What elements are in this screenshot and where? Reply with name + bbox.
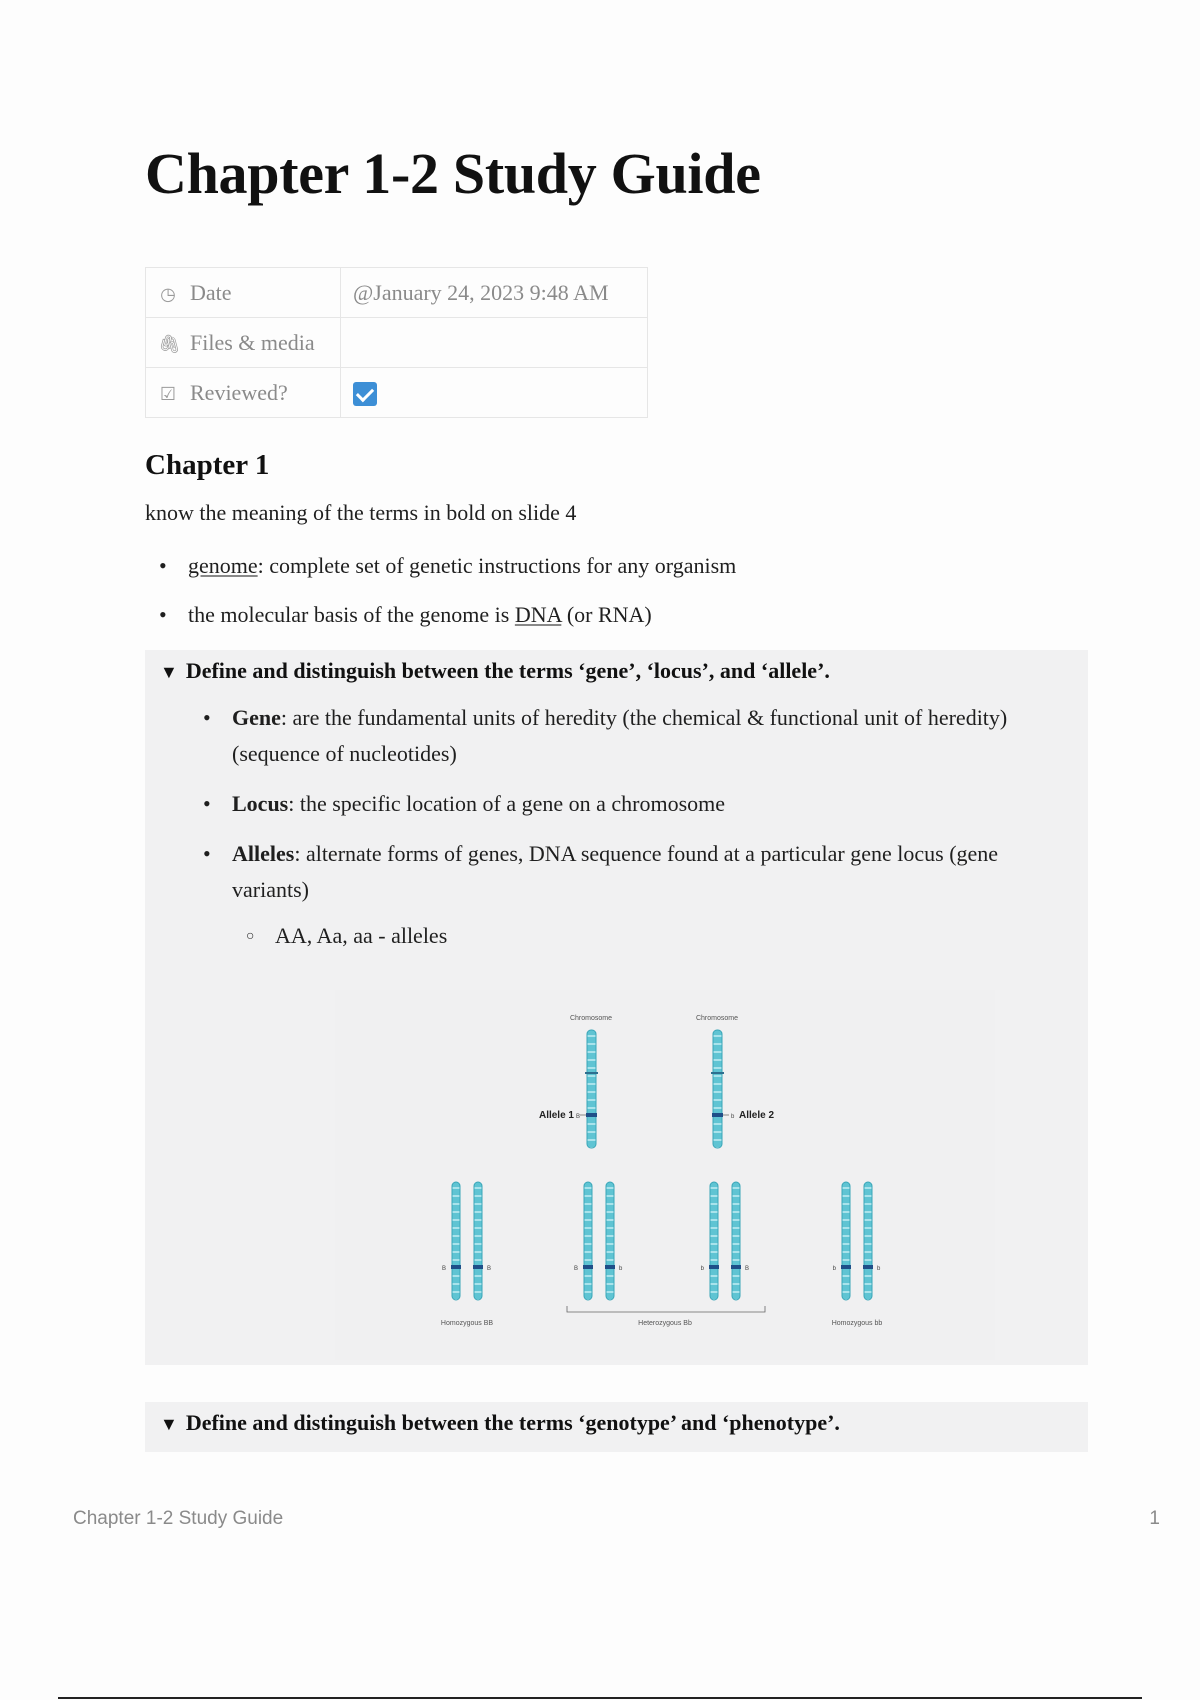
allele-diagram: [335, 990, 995, 1360]
allele-mark: B: [575, 1114, 581, 1120]
chapter-1-intro: know the meaning of the terms in bold on slide 4: [145, 500, 577, 525]
allele-mark: b: [700, 1266, 704, 1272]
chromosome-pair-bb-homozygous: [442, 1182, 491, 1300]
toggle-header[interactable]: ▼ Define and distinguish between the terms ‘genotype’ and ‘phenotype’.: [160, 1410, 840, 1435]
allele-mark: B: [745, 1266, 750, 1272]
property-row-date: [146, 268, 648, 318]
list-item: • genome: complete set of genetic instructions for any organism: [145, 548, 1045, 584]
sub-list: [232, 918, 1069, 954]
list-item: ○ AA, Aa, aa - alleles: [232, 918, 1069, 954]
allele-1-label: Allele 1: [538, 1110, 574, 1121]
page-number: 1: [1149, 1508, 1160, 1529]
property-row-reviewed: [146, 368, 648, 418]
chromosome-label: Chromosome: [695, 1015, 739, 1022]
files-value[interactable]: [341, 318, 648, 368]
paperclip-icon: 🖇: [158, 333, 181, 354]
allele-mark: b: [877, 1266, 881, 1272]
toggle-gene-locus-allele: [145, 650, 1088, 1365]
property-label: Date: [190, 279, 232, 305]
clock-icon: ◷: [160, 283, 176, 304]
chromosome-pair-bb-heterozygous-2: [701, 1182, 749, 1300]
chapter-1-bullets: [145, 548, 1045, 646]
reviewed-checkbox[interactable]: [353, 382, 377, 406]
big-chromosome-1: [585, 1030, 598, 1148]
allele-mark: B: [487, 1266, 492, 1272]
genome-term[interactable]: genome: [188, 553, 258, 578]
property-row-files: [146, 318, 648, 368]
caption-homozygous-recessive: Homozygous bb: [831, 1320, 883, 1327]
page-divider: [58, 1697, 1142, 1699]
list-item: • Gene: are the fundamental units of heredity (the chemical & functional unit of heredity) (sequence of nucleotides): [189, 700, 1069, 772]
list-item: • Alleles: alternate forms of genes, DNA sequence found at a particular gene locus (gene variants) ○ AA, Aa, aa - alleles: [189, 836, 1069, 954]
properties-table: [145, 267, 648, 418]
allele-mark: b: [619, 1266, 623, 1272]
allele-mark: B: [441, 1266, 446, 1272]
allele-mark: b: [832, 1266, 836, 1272]
footer-title: Chapter 1-2 Study Guide: [73, 1508, 284, 1529]
list-item: • Locus: the specific location of a gene on a chromosome: [189, 786, 1069, 822]
chapter-1-heading: Chapter 1: [145, 449, 270, 481]
caption-homozygous-dominant: Homozygous BB: [440, 1320, 494, 1327]
definition-list: [189, 700, 1069, 968]
triangle-down-icon[interactable]: ▼: [160, 1414, 178, 1434]
toggle-header[interactable]: ▼ Define and distinguish between the terms ‘gene’, ‘locus’, and ‘allele’.: [160, 658, 830, 683]
allele-2-label: Allele 2: [739, 1110, 775, 1121]
triangle-down-icon[interactable]: ▼: [160, 662, 178, 682]
property-label: Files & media: [190, 329, 315, 355]
big-chromosome-2: [711, 1030, 724, 1148]
list-item: • the molecular basis of the genome is DNA (or RNA): [145, 597, 1045, 633]
checkbox-icon: ☑: [159, 383, 177, 404]
chromosome-label: Chromosome: [569, 1015, 613, 1022]
allele-mark: b: [731, 1114, 735, 1120]
toggle-genotype-phenotype: [145, 1402, 1088, 1452]
allele-mark: B: [573, 1266, 578, 1272]
date-value[interactable]: @January 24, 2023 9:48 AM: [341, 268, 648, 318]
property-label: Reviewed?: [190, 379, 288, 405]
dna-term[interactable]: DNA: [514, 602, 562, 627]
heterozygous-bracket: [567, 1306, 765, 1312]
allele-diagram-svg: [335, 990, 995, 1360]
caption-heterozygous: Heterozygous Bb: [638, 1320, 692, 1327]
chromosome-pair-bb-recessive: [833, 1182, 881, 1300]
chromosome-pair-bb-heterozygous-1: [574, 1182, 623, 1300]
page-title: Chapter 1-2 Study Guide: [145, 141, 761, 206]
